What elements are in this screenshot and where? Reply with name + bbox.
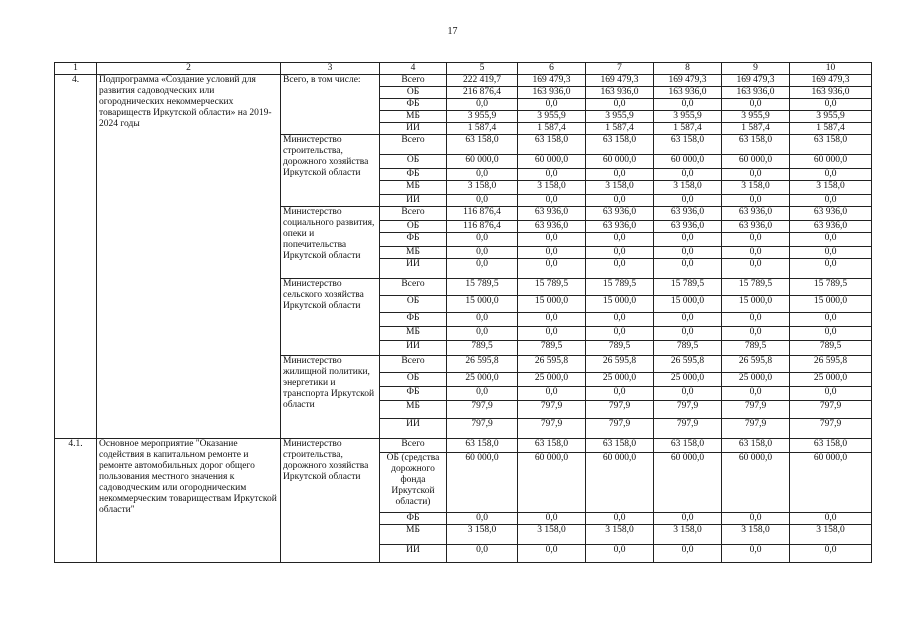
value-cell: 63 936,0 [790,221,872,233]
executor-cell: Всего, в том числе: [281,75,380,135]
value-cell: 63 158,0 [790,135,872,155]
value-cell: 0,0 [790,99,872,111]
funding-source-cell: ОБ [380,87,447,99]
value-cell: 163 936,0 [790,87,872,99]
value-cell: 0,0 [790,313,872,327]
value-cell: 116 876,4 [447,207,518,221]
value-cell: 0,0 [790,259,872,279]
value-cell: 0,0 [722,99,790,111]
value-cell: 63 936,0 [518,207,586,221]
value-cell: 0,0 [447,259,518,279]
value-cell: 0,0 [722,313,790,327]
value-cell: 63 936,0 [722,207,790,221]
value-cell: 0,0 [447,387,518,401]
value-cell: 25 000,0 [790,373,872,387]
value-cell: 63 158,0 [654,135,722,155]
value-cell: 0,0 [586,513,654,525]
value-cell: 26 595,8 [586,356,654,373]
value-cell: 1 587,4 [654,123,722,135]
header-cell: 9 [722,63,790,75]
value-cell: 15 000,0 [586,296,654,313]
value-cell: 60 000,0 [447,453,518,513]
value-cell: 0,0 [447,99,518,111]
value-cell: 797,9 [790,401,872,419]
value-cell: 63 936,0 [586,207,654,221]
value-cell: 0,0 [654,513,722,525]
value-cell: 0,0 [790,233,872,247]
value-cell: 60 000,0 [586,453,654,513]
value-cell: 15 789,5 [447,279,518,296]
value-cell: 60 000,0 [722,453,790,513]
header-cell: 4 [380,63,447,75]
value-cell: 63 158,0 [722,135,790,155]
value-cell: 789,5 [654,341,722,356]
value-cell: 0,0 [518,327,586,341]
funding-source-cell: ИИ [380,419,447,439]
value-cell: 3 158,0 [654,525,722,545]
funding-source-cell: ФБ [380,513,447,525]
funding-source-cell: ОБ [380,373,447,387]
value-cell: 25 000,0 [518,373,586,387]
value-cell: 0,0 [722,169,790,181]
funding-source-cell: МБ [380,181,447,195]
value-cell: 0,0 [722,545,790,563]
value-cell: 15 789,5 [722,279,790,296]
value-cell: 26 595,8 [518,356,586,373]
value-cell: 0,0 [790,169,872,181]
funding-source-cell: Всего [380,279,447,296]
funding-source-cell: ОБ (средства дорожного фонда Иркутской области) [380,453,447,513]
funding-source-cell: МБ [380,525,447,545]
value-cell: 26 595,8 [722,356,790,373]
funding-source-cell: ИИ [380,259,447,279]
value-cell: 60 000,0 [654,453,722,513]
value-cell: 0,0 [722,233,790,247]
value-cell: 169 479,3 [722,75,790,87]
value-cell: 0,0 [654,233,722,247]
value-cell: 63 158,0 [790,439,872,453]
value-cell: 0,0 [722,259,790,279]
value-cell: 797,9 [518,419,586,439]
value-cell: 797,9 [586,419,654,439]
funding-source-cell: ФБ [380,233,447,247]
value-cell: 3 158,0 [447,525,518,545]
value-cell: 3 158,0 [722,525,790,545]
value-cell: 216 876,4 [447,87,518,99]
value-cell: 0,0 [722,387,790,401]
value-cell: 0,0 [790,387,872,401]
value-cell: 789,5 [790,341,872,356]
funding-source-cell: ИИ [380,195,447,207]
value-cell: 797,9 [586,401,654,419]
value-cell: 789,5 [722,341,790,356]
value-cell: 63 936,0 [518,221,586,233]
funding-source-cell: Всего [380,135,447,155]
value-cell: 63 936,0 [654,207,722,221]
header-cell: 1 [55,63,97,75]
value-cell: 63 936,0 [586,221,654,233]
value-cell: 0,0 [654,195,722,207]
executor-cell: Министерство сельского хозяйства Иркутской области [281,279,380,356]
funding-source-cell: Всего [380,207,447,221]
value-cell: 63 158,0 [586,439,654,453]
section-name: Подпрограмма «Создание условий для развития садоводческих или огороднических некоммерческих товариществ Иркутской области» на 2019-2024 годы [97,75,281,439]
value-cell: 0,0 [518,233,586,247]
funding-source-cell: ИИ [380,341,447,356]
value-cell: 63 158,0 [518,135,586,155]
funding-source-cell: МБ [380,327,447,341]
value-cell: 797,9 [654,419,722,439]
value-cell: 15 789,5 [518,279,586,296]
value-cell: 3 158,0 [586,181,654,195]
value-cell: 0,0 [586,259,654,279]
header-cell: 6 [518,63,586,75]
value-cell: 25 000,0 [654,373,722,387]
value-cell: 0,0 [447,313,518,327]
value-cell: 15 000,0 [790,296,872,313]
value-cell: 0,0 [586,233,654,247]
value-cell: 0,0 [654,169,722,181]
value-cell: 0,0 [518,99,586,111]
value-cell: 3 158,0 [654,181,722,195]
value-cell: 3 158,0 [790,525,872,545]
value-cell: 63 936,0 [790,207,872,221]
value-cell: 0,0 [654,313,722,327]
funding-source-cell: ИИ [380,123,447,135]
header-row [55,63,872,75]
value-cell: 63 158,0 [586,135,654,155]
value-cell: 797,9 [447,419,518,439]
value-cell: 0,0 [790,513,872,525]
value-cell: 15 000,0 [654,296,722,313]
value-cell: 3 158,0 [586,525,654,545]
value-cell: 0,0 [586,327,654,341]
value-cell: 0,0 [722,247,790,259]
value-cell: 26 595,8 [790,356,872,373]
value-cell: 797,9 [722,401,790,419]
value-cell: 0,0 [518,247,586,259]
funding-source-cell: Всего [380,356,447,373]
value-cell: 0,0 [654,259,722,279]
value-cell: 0,0 [447,247,518,259]
value-cell: 789,5 [586,341,654,356]
value-cell: 63 158,0 [447,439,518,453]
value-cell: 789,5 [447,341,518,356]
funding-source-cell: ИИ [380,545,447,563]
funding-source-cell: МБ [380,111,447,123]
value-cell: 163 936,0 [518,87,586,99]
value-cell: 63 936,0 [654,221,722,233]
section-number: 4.1. [55,439,97,563]
value-cell: 163 936,0 [586,87,654,99]
value-cell: 0,0 [654,327,722,341]
funding-source-cell: Всего [380,75,447,87]
value-cell: 0,0 [518,259,586,279]
value-cell: 222 419,7 [447,75,518,87]
funding-source-cell: Всего [380,439,447,453]
funding-table [54,62,872,563]
value-cell: 0,0 [654,387,722,401]
value-cell: 169 479,3 [518,75,586,87]
value-cell: 0,0 [518,313,586,327]
value-cell: 26 595,8 [447,356,518,373]
value-cell: 0,0 [722,513,790,525]
value-cell: 789,5 [518,341,586,356]
value-cell: 3 158,0 [722,181,790,195]
value-cell: 0,0 [447,233,518,247]
header-cell: 10 [790,63,872,75]
value-cell: 0,0 [586,99,654,111]
value-cell: 0,0 [790,327,872,341]
value-cell: 169 479,3 [654,75,722,87]
value-cell: 0,0 [586,247,654,259]
executor-cell: Министерство строительства, дорожного хозяйства Иркутской области [281,439,380,563]
value-cell: 63 936,0 [722,221,790,233]
value-cell: 25 000,0 [586,373,654,387]
value-cell: 0,0 [790,195,872,207]
header-cell: 8 [654,63,722,75]
funding-source-cell: ФБ [380,99,447,111]
funding-source-cell: ФБ [380,387,447,401]
value-cell: 0,0 [447,195,518,207]
value-cell: 3 158,0 [790,181,872,195]
value-cell: 25 000,0 [447,373,518,387]
value-cell: 1 587,4 [518,123,586,135]
table-row [55,75,872,87]
value-cell: 1 587,4 [790,123,872,135]
value-cell: 797,9 [518,401,586,419]
value-cell: 3 158,0 [518,525,586,545]
value-cell: 0,0 [447,327,518,341]
value-cell: 3 955,9 [654,111,722,123]
value-cell: 0,0 [586,387,654,401]
value-cell: 163 936,0 [722,87,790,99]
value-cell: 797,9 [790,419,872,439]
value-cell: 0,0 [654,545,722,563]
value-cell: 1 587,4 [722,123,790,135]
value-cell: 0,0 [654,99,722,111]
header-cell: 2 [97,63,281,75]
funding-source-cell: ОБ [380,155,447,169]
value-cell: 60 000,0 [586,155,654,169]
value-cell: 797,9 [722,419,790,439]
funding-source-cell: МБ [380,401,447,419]
value-cell: 3 955,9 [790,111,872,123]
value-cell: 3 158,0 [518,181,586,195]
value-cell: 0,0 [722,327,790,341]
value-cell: 60 000,0 [447,155,518,169]
funding-source-cell: ФБ [380,313,447,327]
value-cell: 0,0 [654,247,722,259]
funding-source-cell: ФБ [380,169,447,181]
value-cell: 169 479,3 [790,75,872,87]
value-cell: 15 000,0 [518,296,586,313]
value-cell: 797,9 [654,401,722,419]
value-cell: 15 789,5 [654,279,722,296]
value-cell: 3 955,9 [447,111,518,123]
value-cell: 0,0 [586,545,654,563]
value-cell: 169 479,3 [586,75,654,87]
value-cell: 163 936,0 [654,87,722,99]
value-cell: 15 789,5 [790,279,872,296]
value-cell: 0,0 [447,545,518,563]
value-cell: 60 000,0 [654,155,722,169]
header-cell: 3 [281,63,380,75]
value-cell: 60 000,0 [722,155,790,169]
funding-source-cell: ОБ [380,296,447,313]
value-cell: 0,0 [447,169,518,181]
value-cell: 25 000,0 [722,373,790,387]
executor-cell: Министерство жилищной политики, энергетики и транспорта Иркутской области [281,356,380,439]
page-number: 17 [447,26,458,37]
value-cell: 15 000,0 [722,296,790,313]
value-cell: 0,0 [790,247,872,259]
header-cell: 5 [447,63,518,75]
value-cell: 0,0 [586,169,654,181]
value-cell: 60 000,0 [790,453,872,513]
value-cell: 60 000,0 [518,453,586,513]
value-cell: 0,0 [447,513,518,525]
value-cell: 60 000,0 [518,155,586,169]
value-cell: 60 000,0 [790,155,872,169]
funding-source-cell: МБ [380,247,447,259]
value-cell: 3 158,0 [447,181,518,195]
table-row [55,439,872,453]
executor-cell: Министерство социального развития, опеки и попечительства Иркутской области [281,207,380,279]
header-cell: 7 [586,63,654,75]
funding-source-cell: ОБ [380,221,447,233]
value-cell: 0,0 [518,513,586,525]
value-cell: 63 158,0 [722,439,790,453]
value-cell: 0,0 [722,195,790,207]
value-cell: 3 955,9 [586,111,654,123]
value-cell: 0,0 [790,545,872,563]
value-cell: 0,0 [518,195,586,207]
section-name: Основное мероприятие "Оказание содействия в капитальном ремонте и ремонте автомобильных дорог общего пользования местного значения к садоводческим или огородническим некоммерческим товариществам Иркутской области" [97,439,281,563]
value-cell: 63 158,0 [654,439,722,453]
value-cell: 15 000,0 [447,296,518,313]
value-cell: 63 158,0 [518,439,586,453]
value-cell: 26 595,8 [654,356,722,373]
value-cell: 15 789,5 [586,279,654,296]
section-number: 4. [55,75,97,439]
value-cell: 0,0 [586,195,654,207]
value-cell: 0,0 [518,545,586,563]
value-cell: 3 955,9 [722,111,790,123]
value-cell: 1 587,4 [447,123,518,135]
value-cell: 0,0 [518,387,586,401]
value-cell: 116 876,4 [447,221,518,233]
value-cell: 1 587,4 [586,123,654,135]
value-cell: 0,0 [518,169,586,181]
executor-cell: Министерство строительства, дорожного хозяйства Иркутской области [281,135,380,207]
value-cell: 797,9 [447,401,518,419]
value-cell: 63 158,0 [447,135,518,155]
value-cell: 0,0 [586,313,654,327]
value-cell: 3 955,9 [518,111,586,123]
